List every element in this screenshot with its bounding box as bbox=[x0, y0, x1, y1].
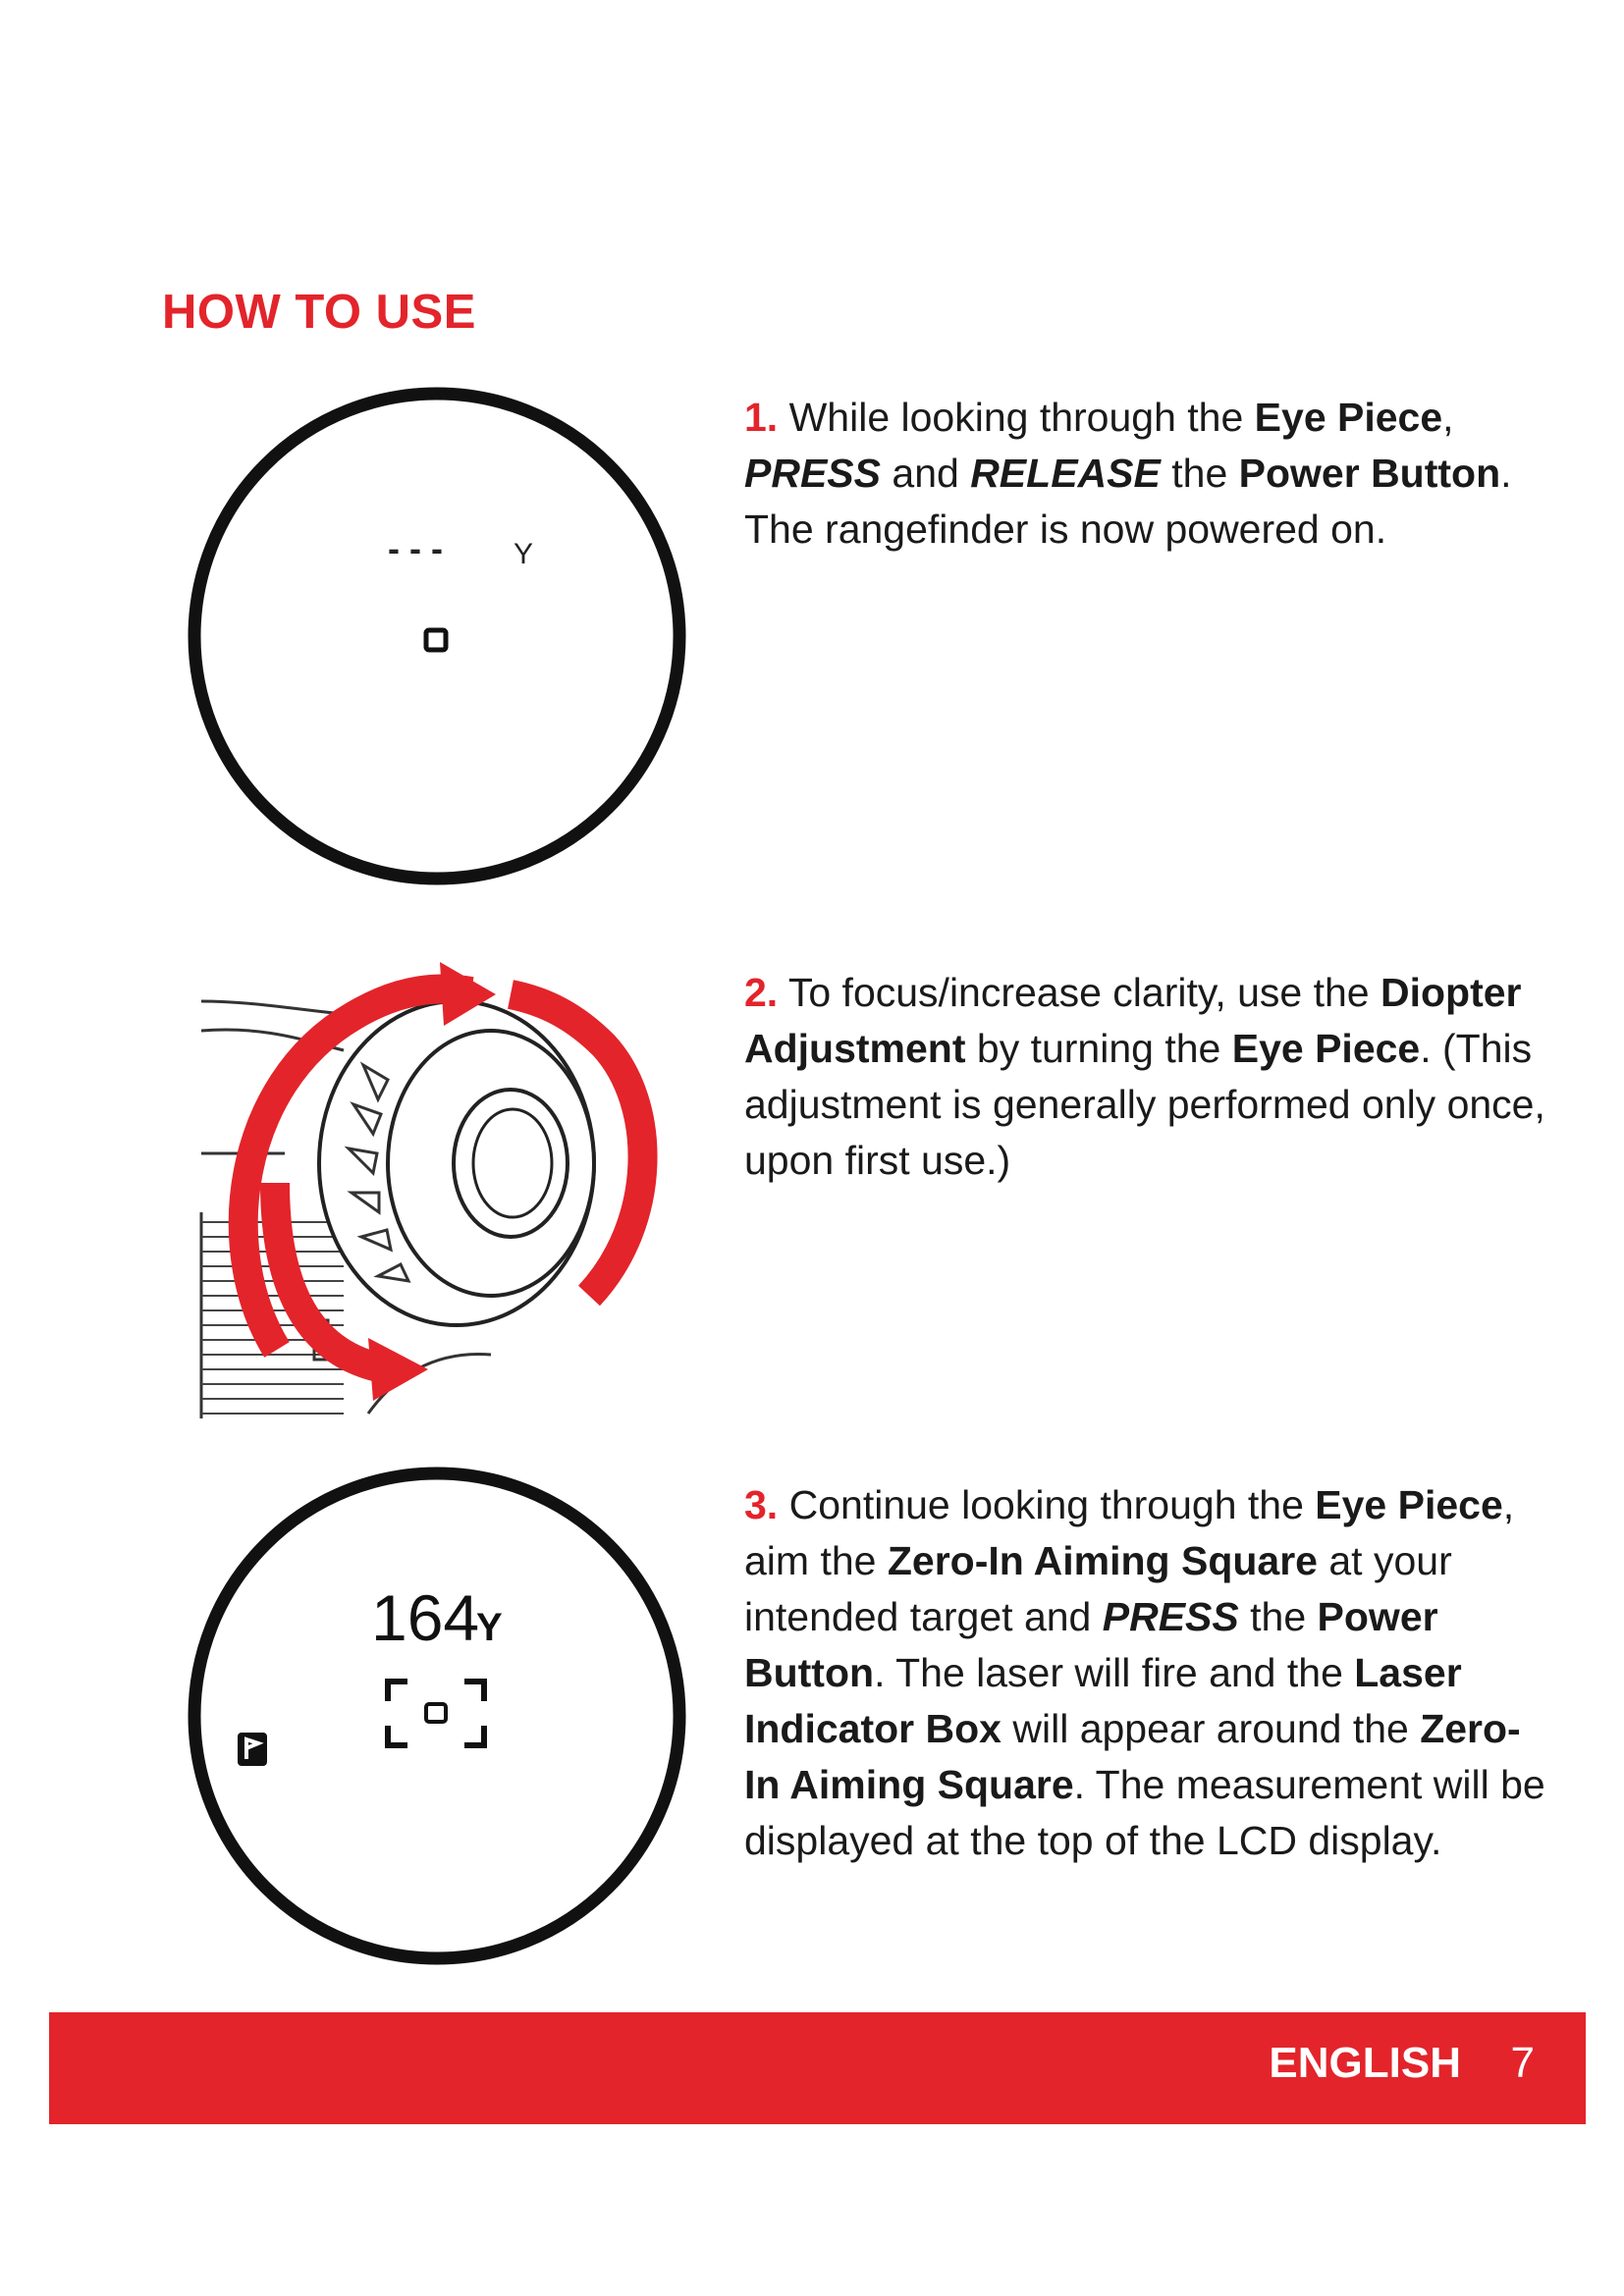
distance-placeholder: - - - bbox=[388, 528, 443, 568]
viewfinder-ring bbox=[194, 1473, 679, 1958]
step-3 bbox=[744, 1477, 1549, 1869]
step-text: To focus/increase clarity, use the bbox=[787, 970, 1380, 1015]
section-heading: HOW TO USE bbox=[162, 286, 476, 339]
step-text: the bbox=[1238, 1594, 1318, 1639]
step-bold-text: Eye Piece bbox=[1231, 1026, 1421, 1071]
flag-icon bbox=[238, 1733, 267, 1766]
unit-label: Y bbox=[514, 538, 534, 570]
step-emphasis-text: PRESS bbox=[1102, 1594, 1239, 1639]
step-text: , aim the bbox=[744, 1482, 1515, 1583]
step-bold-text: Eye Piece bbox=[1254, 395, 1443, 440]
footer-language: ENGLISH bbox=[1269, 2039, 1461, 2087]
step-bold-text: Zero-In Aiming Square bbox=[744, 1706, 1521, 1807]
step-text: , bbox=[1442, 395, 1454, 440]
step-emphasis-text: PRESS bbox=[744, 451, 881, 496]
lcd-view-powered-on-figure bbox=[182, 381, 692, 891]
step-text: the bbox=[1160, 451, 1239, 496]
unit-label: Y bbox=[476, 1606, 503, 1649]
step-text: at your intended target and bbox=[744, 1538, 1452, 1639]
step-number: 1. bbox=[744, 395, 779, 440]
rotation-arrow-lower-head bbox=[368, 1338, 428, 1401]
step-bold-text: Eye Piece bbox=[1315, 1482, 1503, 1527]
step-emphasis-text: RELEASE bbox=[970, 451, 1161, 496]
step-text: . The measurement will be displayed at the top of the LCD display. bbox=[744, 1762, 1545, 1863]
step-bold-text: Zero-In Aiming Square bbox=[887, 1538, 1318, 1583]
step-number: 3. bbox=[744, 1482, 779, 1527]
step-text: and bbox=[881, 451, 971, 496]
distance-readout: 164 bbox=[371, 1581, 480, 1654]
step-1 bbox=[744, 390, 1549, 558]
step-bold-text: Laser Indicator Box bbox=[744, 1650, 1462, 1751]
step-text: Continue looking through the bbox=[788, 1482, 1316, 1527]
lcd-view-measurement-figure bbox=[182, 1461, 692, 1971]
diopter-adjustment-figure bbox=[196, 957, 697, 1418]
step-bold-text: Power Button bbox=[1238, 451, 1501, 496]
zero-in-aiming-square bbox=[426, 630, 446, 650]
step-text: will appear around the bbox=[1001, 1706, 1421, 1751]
step-bold-text: Diopter Adjustment bbox=[744, 970, 1522, 1071]
step-bold-text: Power Button bbox=[744, 1594, 1438, 1695]
page-number: 7 bbox=[1510, 2039, 1535, 2087]
zero-in-aiming-square bbox=[426, 1704, 446, 1722]
step-text: . The laser will fire and the bbox=[874, 1650, 1355, 1695]
viewfinder-ring bbox=[194, 394, 679, 879]
step-text: . The rangefinder is now powered on. bbox=[744, 451, 1512, 552]
step-text: . (This adjustment is generally performed only once, upon first use.) bbox=[744, 1026, 1545, 1183]
step-text: While looking through the bbox=[788, 395, 1255, 440]
laser-indicator-box bbox=[388, 1682, 484, 1745]
step-2 bbox=[744, 965, 1549, 1189]
footer-bar bbox=[49, 2012, 1586, 2124]
step-number: 2. bbox=[744, 970, 779, 1015]
step-text: by turning the bbox=[965, 1026, 1232, 1071]
